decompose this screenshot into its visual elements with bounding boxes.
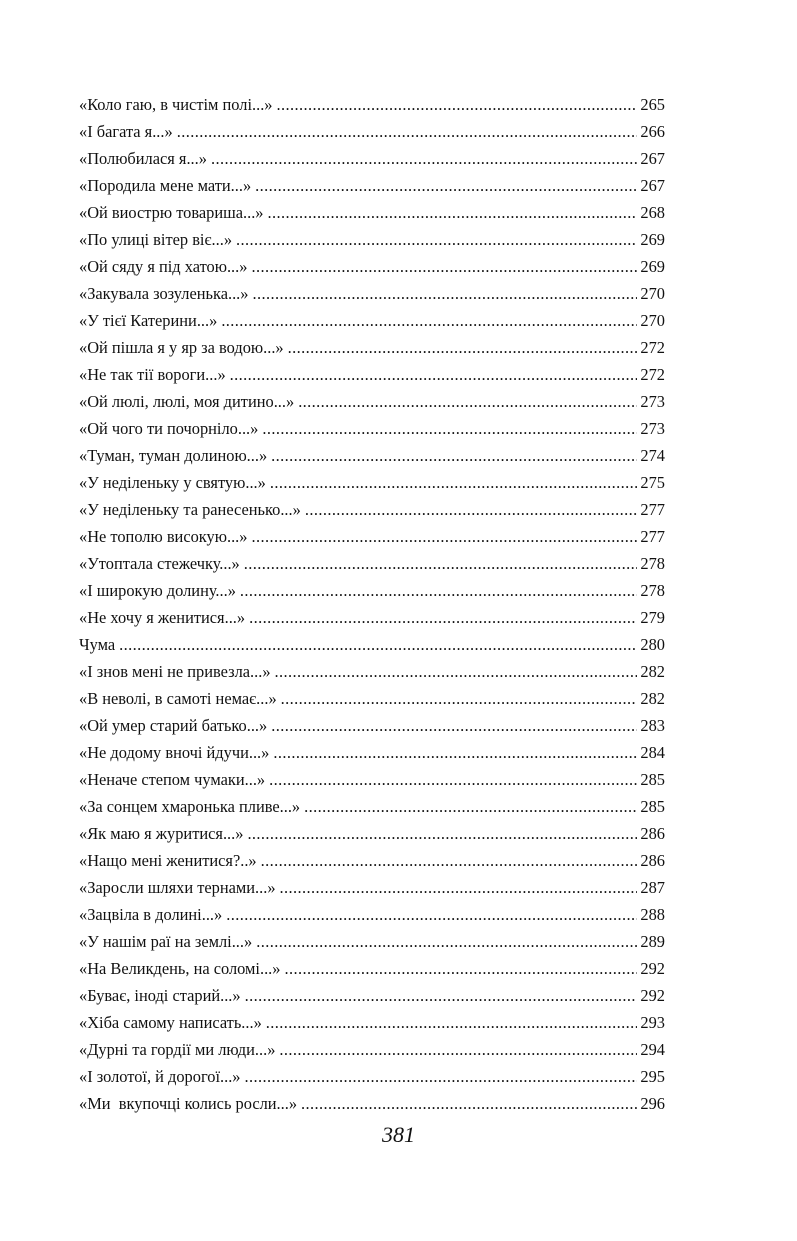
toc-leader-dots [273,739,637,766]
toc-entry-title: «Не додому вночі йдучи...» [79,743,270,762]
toc-leader-dots [261,847,638,874]
toc-leader-dots [247,820,637,847]
toc-entry-page: 272 [640,365,665,384]
toc-entry [79,928,665,955]
toc-entry-title: «Ой виострю товариша...» [79,203,264,222]
toc-entry-title: «Коло гаю, в чистім полі...» [79,95,273,114]
toc-entry-title: «Не тополю високую...» [79,527,248,546]
toc-entry [79,658,665,685]
toc-entry [79,874,665,901]
toc-entry-title: Чума [79,635,116,654]
toc-entry [79,739,665,766]
toc-leader-dots [279,1036,637,1063]
toc-leader-dots [301,1090,637,1117]
toc-entry-title: «Хіба самому написать...» [79,1013,262,1032]
toc-entry [79,145,665,172]
toc-entry-title: «Ой пішла я у яр за водою...» [79,338,284,357]
toc-entry [79,901,665,928]
toc-entry-page: 286 [640,824,665,843]
toc-entry-title: «Не хочу я женитися...» [79,608,246,627]
toc-leader-dots [119,631,637,658]
toc-entry-title: «Дурні та гордії ми люди...» [79,1040,276,1059]
toc-entry-title: «По улиці вітер віє...» [79,230,233,249]
toc-entry-page: 295 [640,1067,665,1086]
toc-entry-page: 278 [640,554,665,573]
toc-entry-title: «В неволі, в самоті немає...» [79,689,277,708]
toc-entry-title: «Буває, іноді старий...» [79,986,241,1005]
toc-leader-dots [277,91,638,118]
toc-entry [79,118,665,145]
toc-leader-dots [275,658,638,685]
toc-entry-page: 274 [640,446,665,465]
toc-leader-dots [269,766,637,793]
toc-entry [79,793,665,820]
toc-leader-dots [251,253,637,280]
toc-leader-dots [256,928,637,955]
toc-entry [79,982,665,1009]
toc-entry-title: «Полюбилася я...» [79,149,207,168]
toc-entry-page: 265 [640,95,665,114]
toc-entry [79,1063,665,1090]
toc-entry-page: 267 [640,176,665,195]
toc-entry [79,523,665,550]
toc-entry-page: 277 [640,500,665,519]
toc-entry [79,577,665,604]
toc-entry-page: 266 [640,122,665,141]
toc-entry-page: 282 [640,689,665,708]
toc-leader-dots [221,307,637,334]
toc-entry [79,334,665,361]
toc-entry-page: 286 [640,851,665,870]
toc-entry-page: 279 [640,608,665,627]
toc-entry-page: 284 [640,743,665,762]
toc-leader-dots [240,577,638,604]
toc-leader-dots [304,793,637,820]
toc-entry-page: 292 [640,959,665,978]
toc-leader-dots [211,145,637,172]
toc-entry-title: «І широкую долину...» [79,581,236,600]
toc-entry [79,604,665,631]
toc-leader-dots [249,604,637,631]
toc-entry [79,496,665,523]
toc-entry-title: «У неділеньку та ранесенько...» [79,500,301,519]
toc-entry-page: 272 [640,338,665,357]
toc-entry-title: «Ой умер старий батько...» [79,716,268,735]
toc-leader-dots [226,901,637,928]
toc-leader-dots [230,361,638,388]
toc-leader-dots [271,712,637,739]
toc-entry-title: «Нащо мені женитися?..» [79,851,257,870]
toc-leader-dots [281,685,638,712]
toc-leader-dots [244,550,638,577]
toc-leader-dots [266,1009,638,1036]
toc-entry-title: «У нашім раї на землі...» [79,932,253,951]
toc-entry-page: 269 [640,230,665,249]
toc-entry [79,550,665,577]
toc-entry-page: 296 [640,1094,665,1113]
toc-entry-page: 270 [640,284,665,303]
toc-entry-page: 294 [640,1040,665,1059]
toc-entry-page: 275 [640,473,665,492]
toc-entry [79,226,665,253]
toc-entry-title: «Закувала зозуленька...» [79,284,249,303]
toc-entry-title: «На Великдень, на соломі...» [79,959,281,978]
toc-entry [79,361,665,388]
toc-entry-title: «Ой люлі, люлі, моя дитино...» [79,392,295,411]
table-of-contents [79,91,665,1117]
toc-entry [79,280,665,307]
toc-entry-page: 273 [640,419,665,438]
page-number: 381 [382,1122,415,1147]
toc-entry [79,712,665,739]
toc-entry-title: «Заросли шляхи тернами...» [79,878,276,897]
toc-entry-page: 269 [640,257,665,276]
toc-leader-dots [271,442,637,469]
toc-leader-dots [252,280,637,307]
toc-leader-dots [270,469,638,496]
toc-entry-page: 278 [640,581,665,600]
toc-entry [79,469,665,496]
toc-entry [79,253,665,280]
toc-leader-dots [280,874,638,901]
toc-leader-dots [284,955,637,982]
toc-entry-title: «Зацвіла в долині...» [79,905,223,924]
toc-entry-page: 283 [640,716,665,735]
toc-leader-dots [236,226,637,253]
toc-entry-page: 292 [640,986,665,1005]
toc-leader-dots [288,334,638,361]
toc-entry-title: «У неділеньку у святую...» [79,473,266,492]
toc-entry-title: «За сонцем хмаронька пливе...» [79,797,301,816]
toc-entry [79,847,665,874]
toc-entry [79,1036,665,1063]
toc-entry-page: 289 [640,932,665,951]
toc-entry-page: 273 [640,392,665,411]
toc-entry-page: 285 [640,770,665,789]
toc-entry-page: 293 [640,1013,665,1032]
toc-entry-page: 267 [640,149,665,168]
toc-entry [79,415,665,442]
toc-entry [79,1090,665,1117]
toc-entry-title: «Не так тії вороги...» [79,365,226,384]
toc-leader-dots [262,415,637,442]
toc-entry-page: 288 [640,905,665,924]
toc-leader-dots [245,982,638,1009]
toc-entry-page: 268 [640,203,665,222]
toc-entry [79,820,665,847]
toc-entry-title: «І знов мені не привезла...» [79,662,271,681]
toc-entry-title: «Як маю я журитися...» [79,824,244,843]
toc-entry-title: «Ой сяду я під хатою...» [79,257,248,276]
toc-leader-dots [245,1063,638,1090]
toc-leader-dots [177,118,638,145]
toc-leader-dots [255,172,637,199]
toc-entry-title: «Ми вкупочці колись росли...» [79,1094,298,1113]
toc-entry [79,631,665,658]
toc-entry [79,766,665,793]
toc-entry-title: «Утоптала стежечку...» [79,554,240,573]
toc-entry-page: 287 [640,878,665,897]
toc-entry [79,388,665,415]
toc-entry [79,685,665,712]
toc-entry-title: «Породила мене мати...» [79,176,252,195]
toc-entry-title: «Ой чого ти почорніло...» [79,419,259,438]
toc-entry-page: 270 [640,311,665,330]
toc-entry-title: «І багата я...» [79,122,173,141]
toc-leader-dots [267,199,637,226]
toc-leader-dots [298,388,637,415]
toc-entry [79,442,665,469]
toc-leader-dots [305,496,638,523]
toc-entry [79,955,665,982]
toc-entry [79,1009,665,1036]
toc-entry [79,307,665,334]
toc-entry-title: «Неначе степом чумаки...» [79,770,266,789]
toc-entry-page: 282 [640,662,665,681]
toc-entry-title: «І золотої, й дорогої...» [79,1067,241,1086]
toc-entry-page: 285 [640,797,665,816]
toc-entry [79,199,665,226]
toc-entry [79,172,665,199]
toc-leader-dots [251,523,637,550]
toc-entry-page: 280 [640,635,665,654]
toc-entry-title: «Туман, туман долиною...» [79,446,268,465]
toc-entry [79,91,665,118]
toc-entry-page: 277 [640,527,665,546]
toc-entry-title: «У тієї Катерини...» [79,311,218,330]
